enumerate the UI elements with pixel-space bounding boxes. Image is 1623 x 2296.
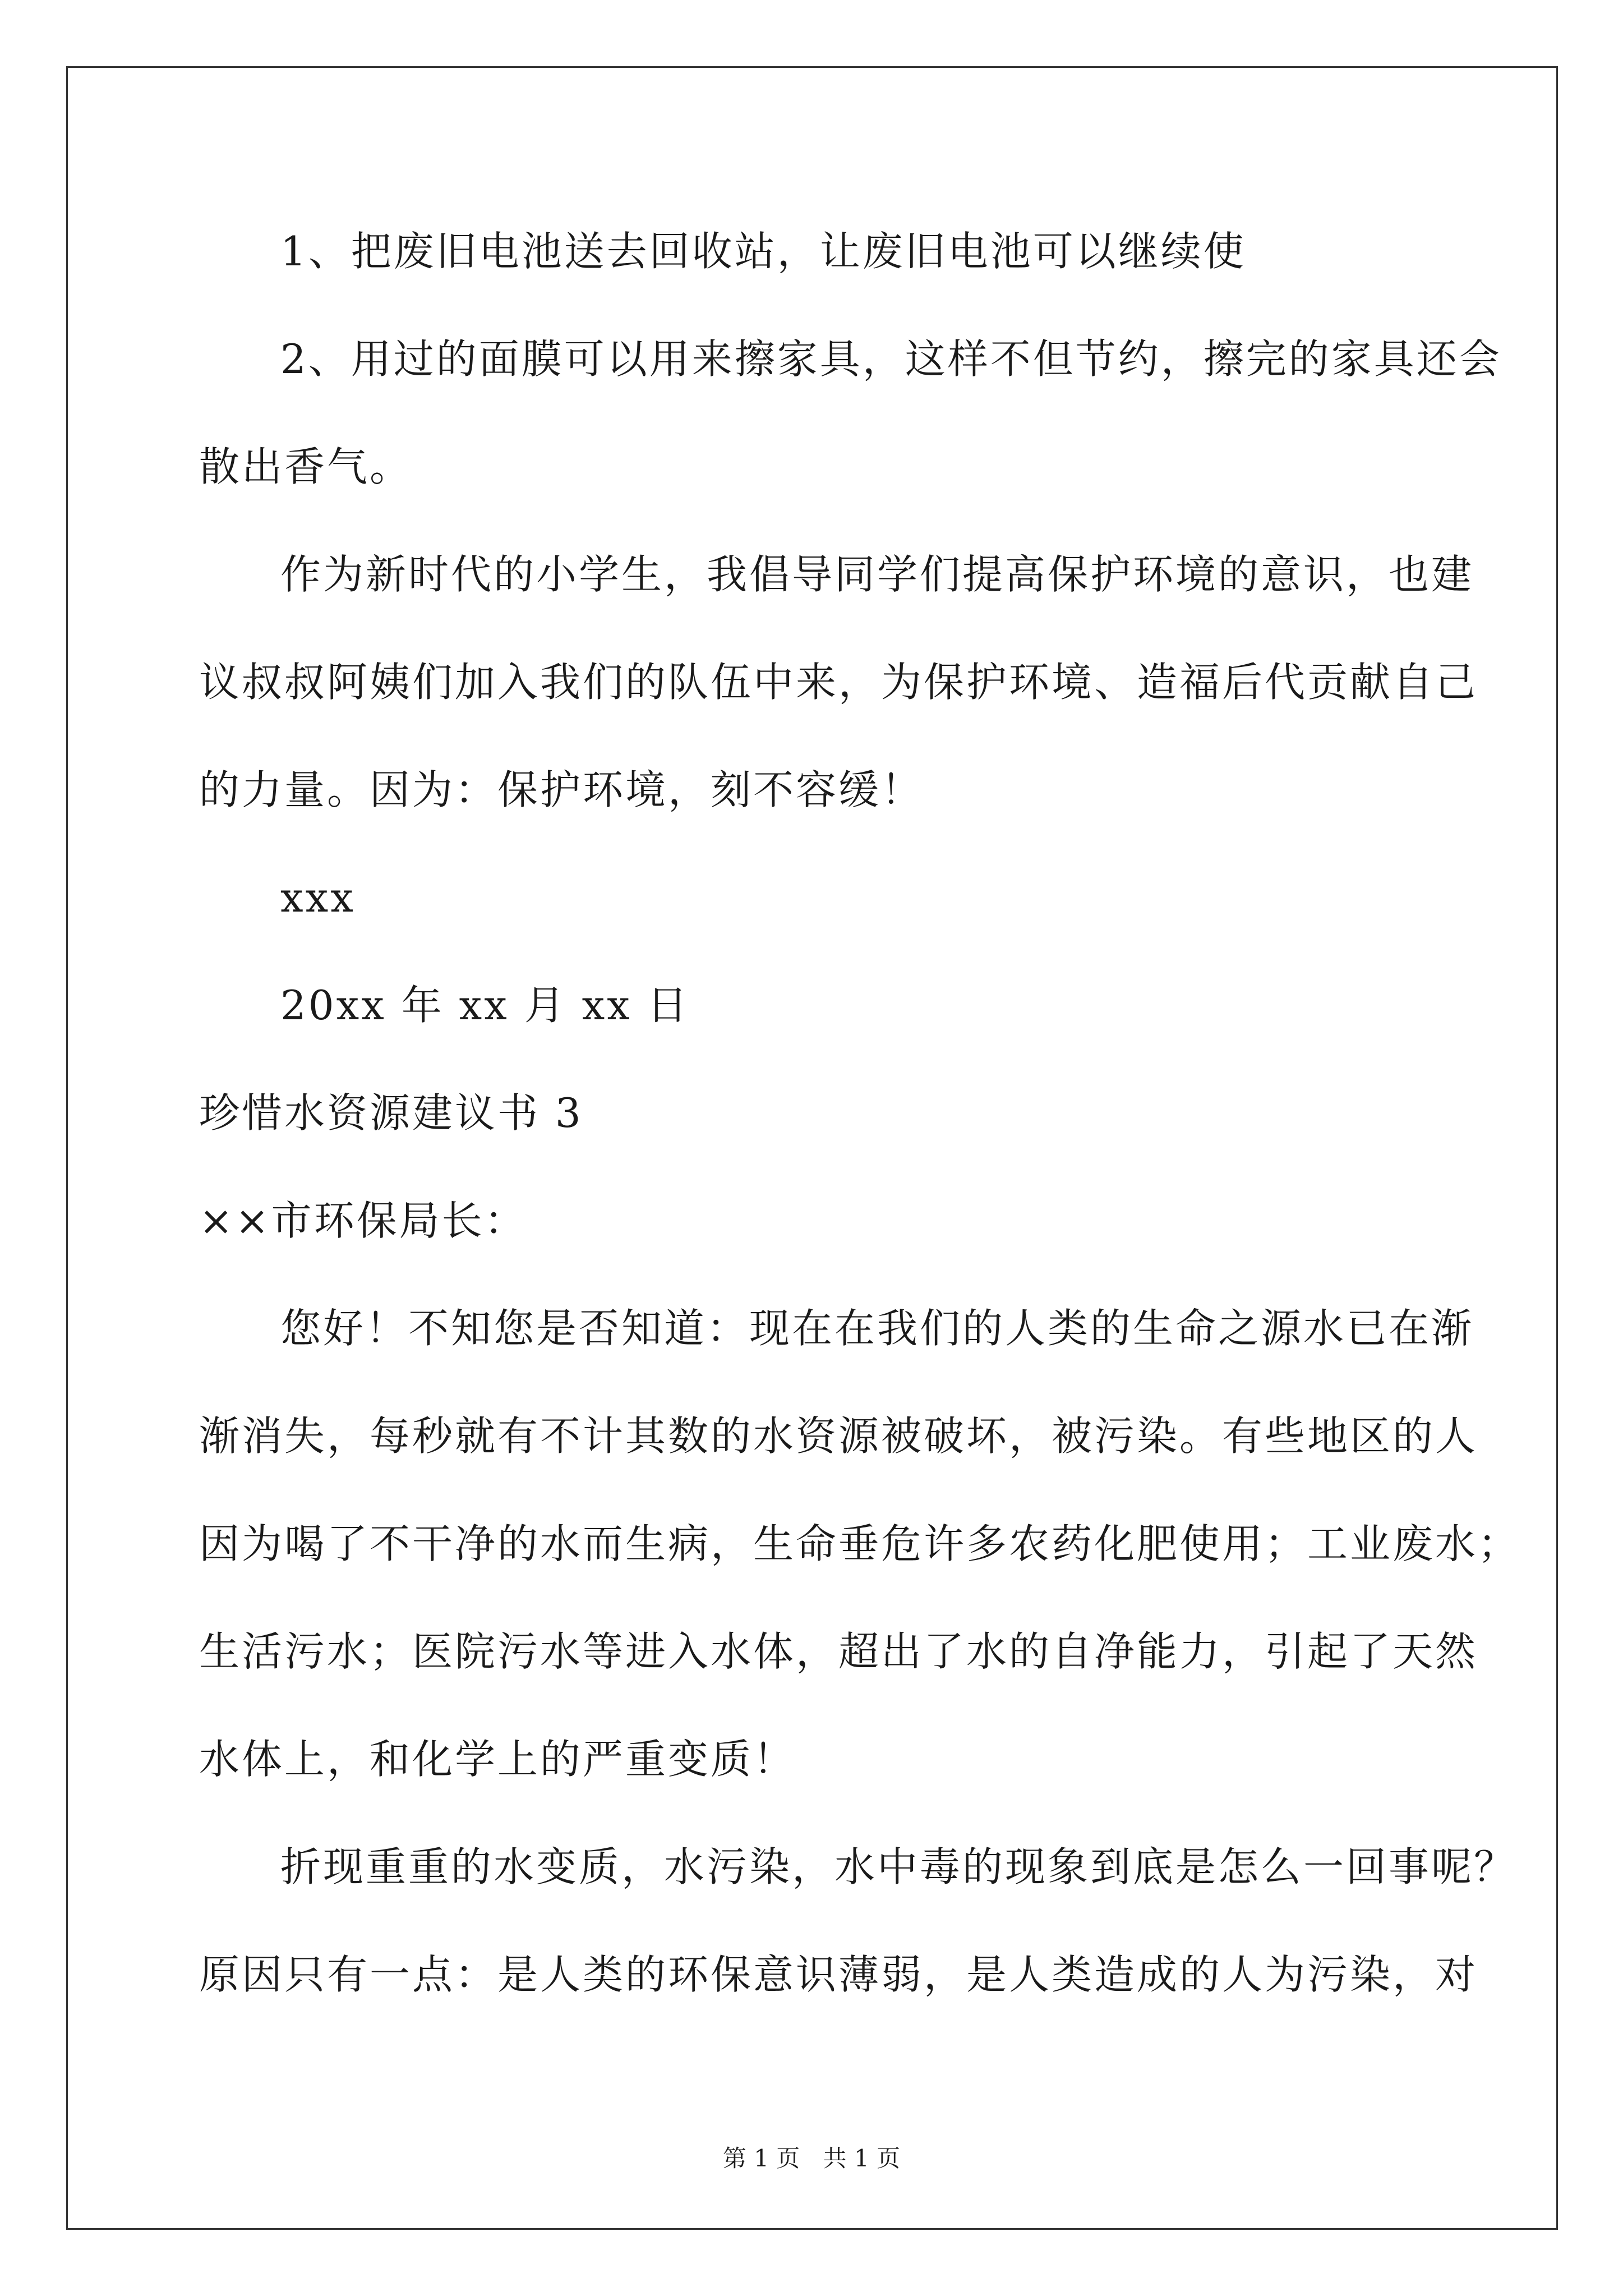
page-total: 共 1 页 [823,2145,901,2172]
section-title: 珍惜水资源建议书 3 [199,1089,583,1137]
page-border [66,66,1558,2230]
paragraph-line: 您好！不知您是否知道：现在在我们的人类的生命之源水已在渐 [280,1305,1474,1352]
salutation: ××市环保局长： [199,1197,527,1244]
paragraph-line: 因为喝了不干净的水而生病，生命垂危许多农药化肥使用；工业废水； [199,1520,1521,1567]
paragraph-line: 散出香气。 [199,443,413,490]
paragraph-line: 的力量。因为：保护环境，刻不容缓！ [199,766,924,813]
paragraph-line: 水体上，和化学上的严重变质！ [199,1736,796,1783]
page-footer [0,2142,1623,2175]
signature-line: xxx [280,874,356,921]
date-line: 20xx 年 xx 月 xx 日 [280,982,690,1029]
paragraph-line: 2、用过的面膜可以用来擦家具，这样不但节约，擦完的家具还会 [280,335,1502,383]
page-number: 第 1 页 [722,2145,800,2172]
paragraph-line: 折现重重的水变质，水污染，水中毒的现象到底是怎么一回事呢？ [280,1843,1517,1890]
paragraph-line: 生活污水；医院污水等进入水体，超出了水的自净能力，引起了天然 [199,1628,1478,1675]
paragraph-line: 渐消失，每秒就有不计其数的水资源被破坏，被污染。有些地区的人 [199,1412,1478,1460]
paragraph-line: 原因只有一点：是人类的环保意识薄弱，是人类造成的人为污染，对 [199,1951,1478,1998]
paragraph-line: 议叔叔阿姨们加入我们的队伍中来，为保护环境、造福后代贡献自己 [199,659,1478,706]
paragraph-line: 1、把废旧电池送去回收站，让废旧电池可以继续使 [280,228,1246,275]
paragraph-line: 作为新时代的小学生，我倡导同学们提高保护环境的意识，也建 [280,551,1474,598]
